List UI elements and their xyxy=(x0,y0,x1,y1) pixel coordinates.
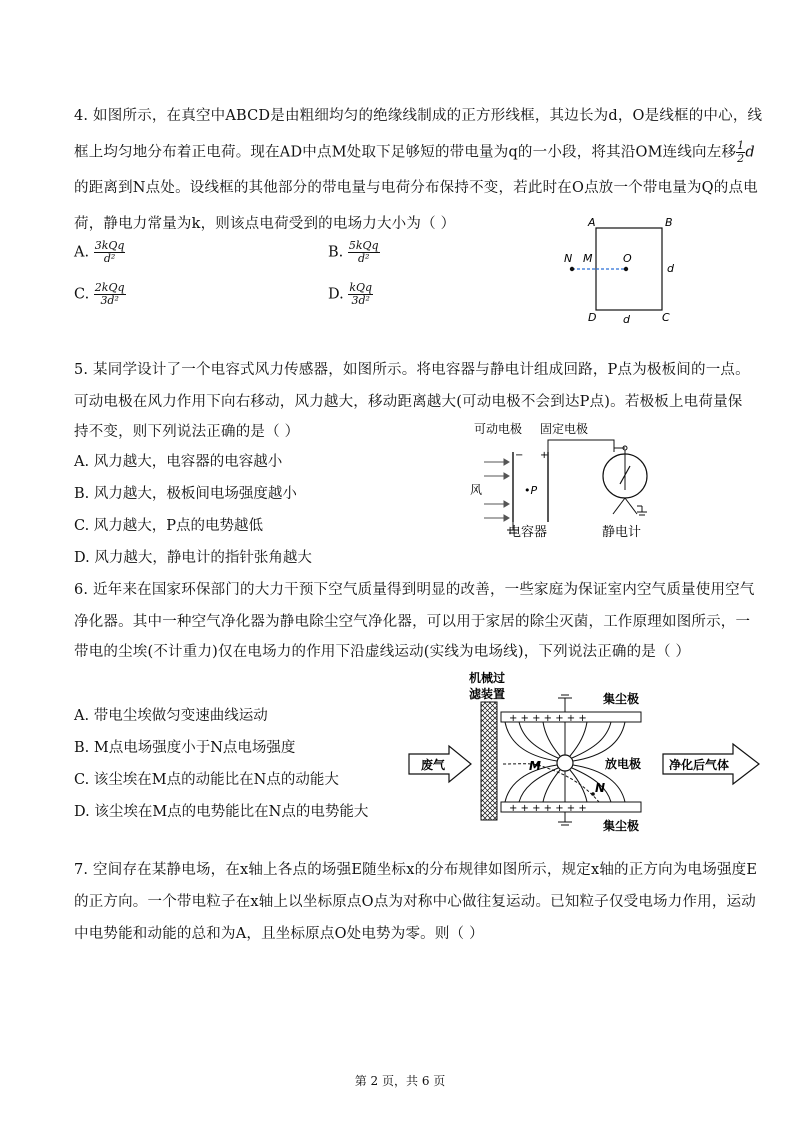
q5-line-1: 5. 某同学设计了一个电容式风力传感器，如图所示。将电容器与静电计组成回路，P点为极板间的一点。 xyxy=(74,362,750,378)
q4-fraction: $\frac{1}{2}$ xyxy=(737,139,745,165)
q7-line-2: 的正方向。一个带电粒子在x轴上以坐标原点O点为对称中心做往复运动。已知粒子仅受电场力作用，运动 xyxy=(74,894,756,910)
q6-option-d: D. 该尘埃在M点的电势能比在N点的电势能大 xyxy=(74,804,369,820)
q5-wind-sensor-figure xyxy=(462,418,672,542)
point-n xyxy=(570,267,574,271)
label-d-right: d xyxy=(667,262,674,275)
label-d-bottom: d xyxy=(623,313,630,326)
wind-arrows xyxy=(484,459,509,521)
connecting-wire xyxy=(548,440,614,452)
discharge-electrode-label: 放电极 xyxy=(605,757,642,771)
capacitor-label: 电容器 xyxy=(508,525,548,540)
fixed-electrode-label: 固定电极 xyxy=(540,422,589,436)
q6-option-b: B. M点电场强度小于N点电场强度 xyxy=(74,740,296,756)
label-m: M xyxy=(583,252,593,265)
movable-electrode-label: 可动电极 xyxy=(474,422,523,436)
svg-text:+ + + + + +: + + + + + + + xyxy=(509,713,587,724)
svg-text:+ + + + + +: + + + + + + + xyxy=(509,803,587,814)
q6-air-purifier-figure xyxy=(405,668,765,834)
q6-option-c: C. 该尘埃在M点的动能比在N点的动能大 xyxy=(74,772,339,788)
q4-option-c: C. $\frac{\text{2kQq}}{\text{3d²}}$ xyxy=(74,281,125,307)
q5-option-b: B. 风力越大，极板间电场强度越小 xyxy=(74,486,297,502)
page-footer: 第 2 页，共 6 页 xyxy=(354,1074,446,1088)
filter-label-2: 滤装置 xyxy=(469,687,506,701)
waste-gas-label: 废气 xyxy=(421,758,446,772)
q4-square-frame-figure xyxy=(550,210,690,330)
q5-option-a: A. 风力越大，电容器的电容越小 xyxy=(74,454,283,470)
q4-option-a: A. $\frac{\text{3kQq}}{\text{d²}}$ xyxy=(74,239,125,265)
q7-line-3: 中电势能和动能的总和为A，且坐标原点O处电势为零。则（ ） xyxy=(74,926,484,942)
label-a: A xyxy=(588,216,596,229)
q4-line-3: 的距离到N点处。设线框的其他部分的带电量与电荷分布保持不变，若此时在O点放一个带电量为Q的点电 xyxy=(74,180,758,196)
q5-option-d: D. 风力越大，静电计的指针张角越大 xyxy=(74,550,312,566)
mechanical-filter xyxy=(481,702,497,820)
label-n: N xyxy=(564,252,573,265)
q5-line-3: 持不变，则下列说法正确的是（ ） xyxy=(74,424,300,440)
svg-text:+: + xyxy=(540,450,549,461)
q7-line-1: 7. 空间存在某静电场，在x轴上各点的场强E随坐标x的分布规律如图所示，规定x轴的正方向为电场强度E xyxy=(74,862,758,878)
label-o: O xyxy=(623,252,632,265)
q6-option-a: A. 带电尘埃做匀变速曲线运动 xyxy=(74,708,268,724)
q4-option-b: B. $\frac{\text{5kQq}}{\text{d²}}$ xyxy=(328,239,379,265)
label-d: D xyxy=(588,311,597,324)
label-b: B xyxy=(665,216,673,229)
q4-line-4: 荷，静电力常量为k，则该点电荷受到的电场力大小为（ ） xyxy=(74,216,456,232)
bottom-collector-label: 集尘极 xyxy=(603,819,640,833)
electrometer-label: 静电计 xyxy=(602,525,642,540)
filter-label-1: 机械过 xyxy=(469,671,506,685)
wind-label: 风 xyxy=(470,483,483,497)
top-collector-label: 集尘极 xyxy=(603,692,640,706)
point-n-label: N xyxy=(595,781,606,795)
point-p-label: •P xyxy=(524,484,538,497)
square-frame xyxy=(596,228,662,310)
q4-line-1: 4. 如图所示，在真空中ABCD是由粗细均匀的绝缘线制成的正方形线框，其边长为d，O是线框的中心，线 xyxy=(74,108,763,124)
q5-option-c: C. 风力越大，P点的电势越低 xyxy=(74,518,264,534)
q6-line-1: 6. 近年来在国家环保部门的大力干预下空气质量得到明显的改善，一些家庭为保证室内空气质量使用空气 xyxy=(74,582,755,598)
clean-gas-label: 净化后气体 xyxy=(669,758,730,772)
label-c: C xyxy=(662,311,670,324)
point-m-label: M xyxy=(529,759,541,773)
discharge-electrode xyxy=(557,755,573,771)
q6-line-2: 净化器。其中一种空气净化器为静电除尘空气净化器，可以用于家居的除尘灭菌，工作原理如图所示，一 xyxy=(74,614,751,630)
q6-line-3: 带电的尘埃(不计重力)仅在电场力的作用下沿虚线运动(实线为电场线)，下列说法正确的是（ ） xyxy=(74,644,691,660)
point-o xyxy=(624,267,628,271)
svg-text:−: − xyxy=(515,450,524,461)
q4-line-2-text: 框上均匀地分布着正电荷。现在AD中点M处取下足够短的带电量为q的一小段，将其沿OM连线向左移 xyxy=(74,144,737,161)
q4-line-2: 框上均匀地分布着正电荷。现在AD中点M处取下足够短的带电量为q的一小段，将其沿OM连线向左移 $\frac{1}{2}$ d xyxy=(74,139,755,165)
q5-line-2: 可动电极在风力作用下向右移动，风力越大，移动距离越大(可动电极不会到达P点)。若极板上电荷量保 xyxy=(74,394,743,410)
q4-option-d: D. $\frac{\text{kQq}}{\text{3d²}}$ xyxy=(328,281,373,307)
